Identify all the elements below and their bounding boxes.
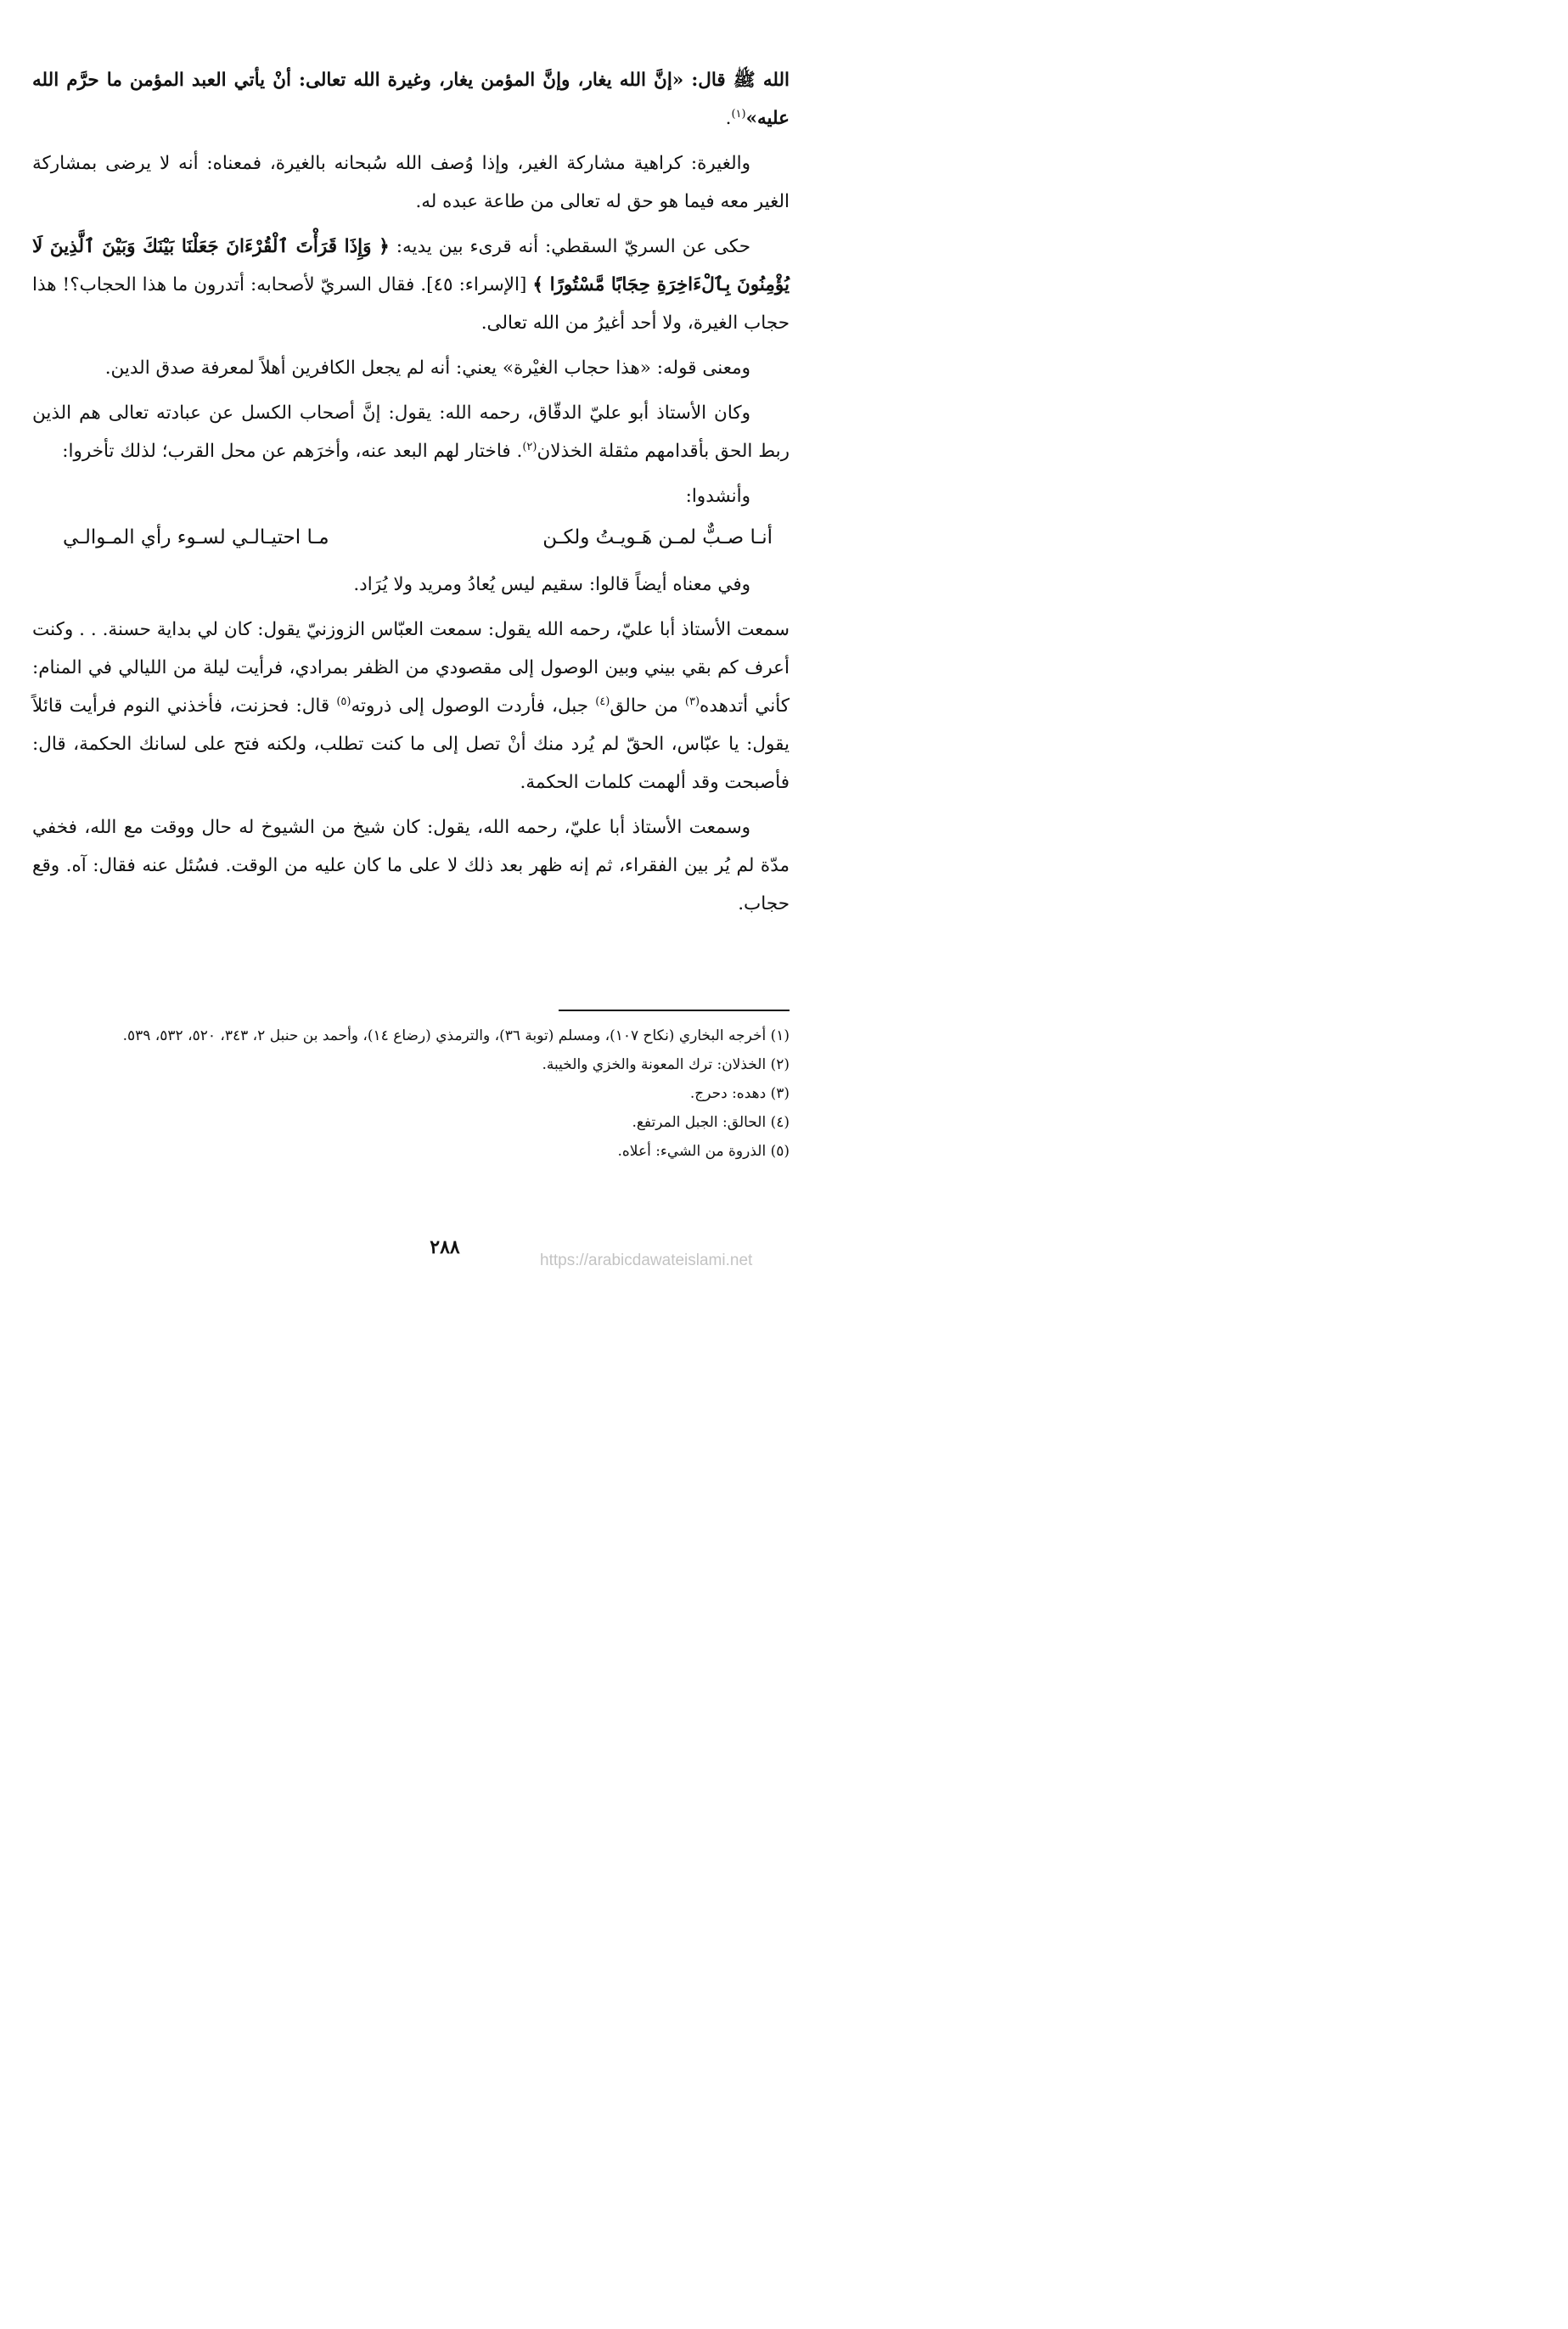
page-number: ٢٨٨ [430, 1236, 460, 1258]
poetry-verse [32, 519, 790, 557]
footnote-ref-3: (٣) [684, 695, 700, 708]
watermark-url: https://arabicdawateislami.net [540, 1252, 753, 1269]
abbas-text-b: من حالق [610, 695, 685, 717]
paragraph-hadith: الله ﷺ قال: «إنَّ الله يغار، وإنَّ المؤمن يغار، وغيرة الله تعالى: أنْ يأتي العبد المؤمن ما حرَّم الله عليه»$^{(١)}$. [32, 70, 790, 129]
footnote-5: (٥) الذروة من الشيء: أعلاه. [617, 1143, 790, 1160]
footnote-ref-5: (٥) [336, 695, 351, 708]
footnote-ref-4: (٤) [595, 695, 610, 708]
paragraph-abbas [32, 610, 790, 802]
main-text [32, 61, 790, 930]
quran-reference: [الإسراء: ٤٥]. [420, 274, 527, 295]
verse-hemistich-2: مـا احتيـالـي لسـوء رأي المـوالـي [63, 526, 329, 548]
footnote-2: (٢) الخذلان: ترك المعونة والخزي والخيبة. [542, 1056, 790, 1073]
sari-rest: فقال السريّ لأصحابه: أتدرون ما هذا الحجاب؟! هذا حجاب الغيرة، ولا أحد أغيرُ من الله تعالى. [32, 274, 790, 334]
footnote-4: (٤) الحالق: الجبل المرتفع. [632, 1114, 790, 1131]
footnote-1: (١) أخرجه البخاري (نكاح ١٠٧)، ومسلم (توبة ٣٦)، والترمذي (رضاع ١٤)، وأحمد بن حنبل ٢، ٣٤٣، ٥٢٠، ٥٣٢، ٥٣٩. [122, 1027, 790, 1044]
sari-lead: حكى عن السريّ السقطي: أنه قرىء بين يديه: [396, 236, 750, 257]
abbas-text-d: قال: فحزنت، فأخذني النوم فرأيت قائلاً يقول: يا عبّاس، الحقّ لم يُرد منك أنْ تصل إلى ما كنت تطلب، ولكنه فتح على لسانك الحكمة، قال: فأصبحت وقد ألهمت كلمات الحكمة. [32, 695, 790, 793]
footnote-ref-2: (٢) [522, 440, 537, 453]
daqqaq-text-b: . فاختار لهم البعد عنه، وأخرَهم عن محل القرب؛ لذلك تأخروا: [62, 441, 523, 462]
hadith-text: الله ﷺ قال: «إنَّ الله يغار، وإنَّ المؤمن يغار، وغيرة الله تعالى: أنْ يأتي العبد المؤمن ما حرَّم الله عليه» [32, 70, 790, 129]
footnotes [32, 1021, 790, 1166]
paragraph-meaning: ومعنى قوله: «هذا حجاب الغيْرة» يعني: أنه لم يجعل الكافرين أهلاً لمعرفة صدق الدين. [104, 357, 750, 379]
paragraph-sari [32, 228, 790, 342]
footnote-separator [559, 1010, 790, 1011]
footnote-ref-1: (١) [731, 107, 746, 121]
daqqaq-text-a: وكان الأستاذ أبو عليّ الدقّاق، رحمه الله: يقول: إنَّ أصحاب الكسل عن عبادته تعالى هم الذين ربط الحق بأقدامهم مثقلة الخذلان [32, 402, 790, 462]
footnote-3: (٣) دهده: دحرج. [689, 1085, 790, 1102]
paragraph-definition: والغيرة: كراهية مشاركة الغير، وإذا وُصف الله سُبحانه بالغيرة، فمعناه: أنه لا يرضى بمشاركة الغير معه فيما هو حق له تعالى من طاعة عبده له. [32, 153, 790, 212]
abbas-text-a: سمعت الأستاذ أبا عليّ، رحمه الله يقول: سمعت العبّاس الزوزنيّ يقول: كان لي بداية حسنة. . . وكنت أعرف كم بقي بيني وبين الوصول إلى مقصودي من الظفر بمرادي، فرأيت ليلة من الليالي في المنام: كأني أتدهده [32, 619, 790, 717]
book-page [0, 0, 890, 1331]
paragraph-daqqaq [32, 394, 790, 470]
quran-verse: ﴿ وَإِذَا قَرَأْتَ ٱلْقُرْءَانَ جَعَلْنَا بَيْنَكَ وَبَيْنَ ٱلَّذِينَ لَا يُؤْمِنُونَ بِٱلْءَاخِرَةِ حِجَابًا مَّسْتُورًا ﴾ [32, 236, 790, 295]
paragraph-anshadu: وأنشدوا: [685, 486, 750, 507]
paragraph-saqim: وفي معناه أيضاً قالوا: سقيم ليس يُعادُ ومريد ولا يُرَاد. [353, 574, 750, 595]
abbas-text-c: جبل، فأردت الوصول إلى ذروته [351, 695, 596, 717]
paragraph-shaykh: وسمعت الأستاذ أبا عليّ، رحمه الله، يقول: كان شيخ من الشيوخ له حال ووقت مع الله، فخفي مدّة لم يُر بين الفقراء، ثم إنه ظهر بعد ذلك لا على ما كان عليه من الوقت. فسُئل عنه فقال: آه. وقع حجاب. [32, 817, 790, 914]
verse-hemistich-1: أنـا صـبٌّ لمـن هَـويـتُ ولكـن [542, 526, 773, 548]
